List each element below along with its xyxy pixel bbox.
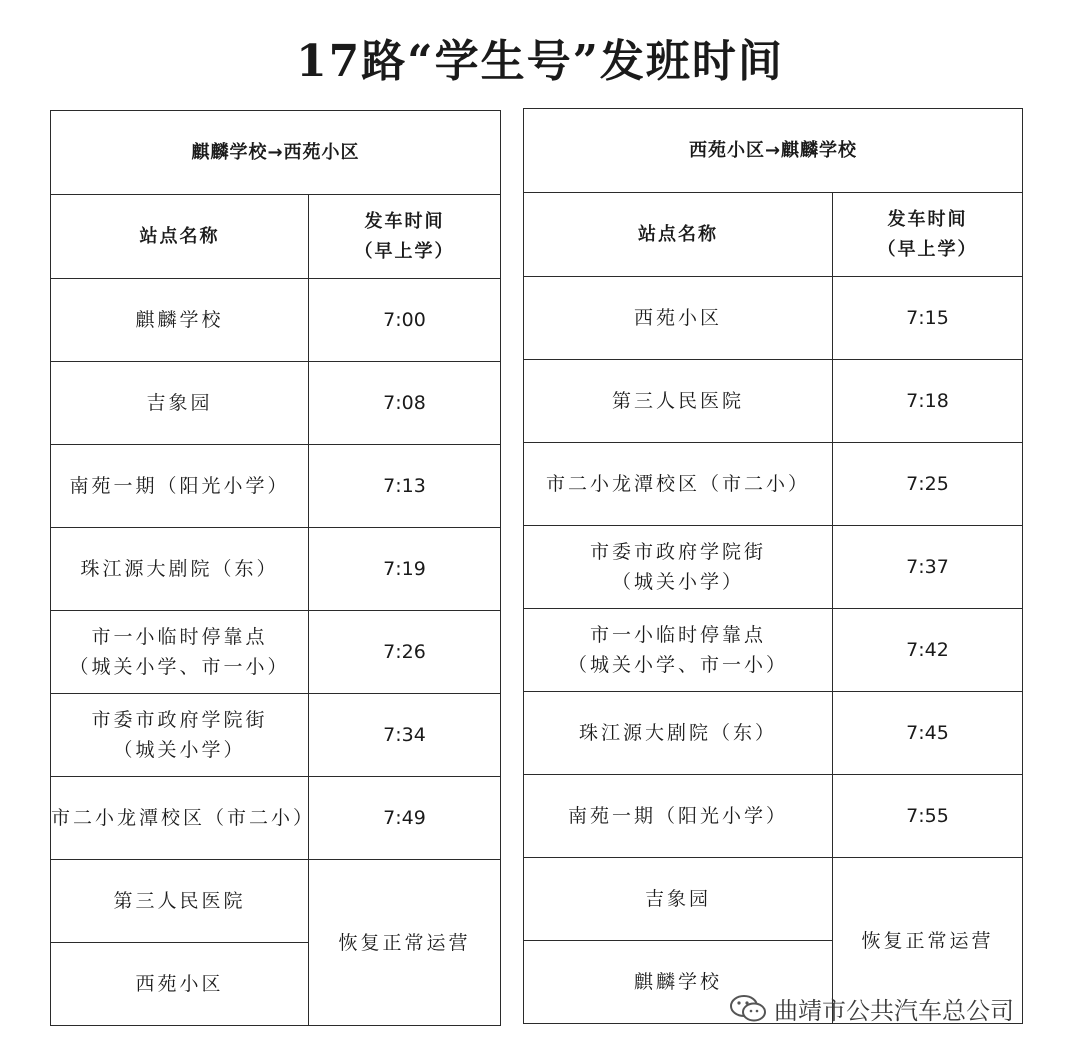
table-row <box>524 692 1023 775</box>
station-name <box>524 775 833 858</box>
resume-service-note: 恢复正常运营 <box>309 860 501 1026</box>
station-name <box>51 445 309 528</box>
station-name <box>51 362 309 445</box>
station-name <box>51 611 309 694</box>
table-row <box>51 445 501 528</box>
station-name: 第三人民医院 <box>51 860 309 943</box>
station-name <box>51 694 309 777</box>
table-row <box>51 279 501 362</box>
table-row <box>51 362 501 445</box>
table-row <box>524 277 1023 360</box>
departure-time: 7:45 <box>833 692 1023 775</box>
station-name-line: 市一小临时停靠点 <box>589 624 766 646</box>
watermark-text: 曲靖市公共汽车总公司 <box>774 996 1014 1025</box>
table-row <box>51 860 501 943</box>
station-name <box>524 526 833 609</box>
route-title: 麒麟学校→西苑小区 <box>51 111 501 195</box>
station-name: 麒麟学校 <box>524 941 833 1024</box>
station-name-line: （城关小学、市一小） <box>567 654 788 676</box>
route-header-row <box>524 109 1023 193</box>
table-row <box>51 694 501 777</box>
station-name-line: 市委市政府学院街 <box>91 709 268 731</box>
table-row <box>51 528 501 611</box>
departure-time: 7:19 <box>309 528 501 611</box>
station-name-line: 南苑一期（阳光小学） <box>69 475 290 497</box>
station-name <box>524 692 833 775</box>
station-name <box>51 777 316 860</box>
station-name-line: 珠江源大剧院（东） <box>578 722 777 744</box>
station-name: 吉象园 <box>524 858 833 941</box>
column-header-time <box>833 193 1023 277</box>
station-name-line: 市委市政府学院街 <box>589 541 766 563</box>
table-row <box>51 611 501 694</box>
column-header-row <box>51 195 501 279</box>
column-header-station: 站点名称 <box>524 193 833 277</box>
station-name-line: 市二小龙潭校区（市二小） <box>545 473 810 495</box>
route-title: 西苑小区→麒麟学校 <box>524 109 1023 193</box>
station-name <box>51 528 309 611</box>
station-name-line: 市一小临时停靠点 <box>91 626 268 648</box>
departure-time: 7:25 <box>833 443 1023 526</box>
station-name <box>524 277 833 360</box>
departure-time: 7:49 <box>309 777 501 860</box>
watermark <box>728 988 1058 1028</box>
station-name-line: 第三人民医院 <box>611 390 744 412</box>
station-name-line: 市二小龙潭校区（市二小） <box>51 807 316 829</box>
route-header-row <box>51 111 501 195</box>
table-row <box>524 858 1023 941</box>
schedule-table-left <box>50 110 501 1026</box>
departure-time: 7:13 <box>309 445 501 528</box>
table-row <box>524 526 1023 609</box>
column-header-time-line2: （早上学） <box>354 240 455 262</box>
station-name: 西苑小区 <box>51 943 309 1026</box>
departure-time: 7:34 <box>309 694 501 777</box>
column-header-station: 站点名称 <box>51 195 309 279</box>
table-row <box>524 609 1023 692</box>
station-name-line: 麒麟学校 <box>135 309 224 331</box>
table-row <box>524 360 1023 443</box>
station-name-line: 南苑一期（阳光小学） <box>567 805 788 827</box>
departure-time: 7:55 <box>833 775 1023 858</box>
column-header-time-line2: （早上学） <box>877 238 978 260</box>
departure-time: 7:26 <box>309 611 501 694</box>
departure-time: 7:18 <box>833 360 1023 443</box>
table-row <box>524 775 1023 858</box>
station-name <box>524 443 833 526</box>
station-name-line: 珠江源大剧院（东） <box>80 558 279 580</box>
departure-time: 7:00 <box>309 279 501 362</box>
column-header-time-line1: 发车时间 <box>364 210 445 232</box>
departure-time: 7:15 <box>833 277 1023 360</box>
departure-time: 7:42 <box>833 609 1023 692</box>
station-name-line: （城关小学） <box>113 739 246 761</box>
table-row <box>524 443 1023 526</box>
resume-service-note: 恢复正常运营 <box>833 858 1023 1024</box>
station-name <box>51 279 309 362</box>
station-name-line: 西苑小区 <box>633 307 722 329</box>
page-title: 17路“学生号”发班时间 <box>296 36 784 87</box>
station-name <box>524 609 833 692</box>
column-header-time-line1: 发车时间 <box>887 208 968 230</box>
station-name-line: （城关小学） <box>611 571 744 593</box>
station-name <box>524 360 833 443</box>
column-header-row <box>524 193 1023 277</box>
wechat-icon <box>728 992 768 1024</box>
column-header-time <box>309 195 501 279</box>
departure-time: 7:37 <box>833 526 1023 609</box>
schedule-table-right <box>523 108 1023 1024</box>
table-row <box>51 777 501 860</box>
station-name-line: （城关小学、市一小） <box>69 656 290 678</box>
station-name-line: 吉象园 <box>146 392 213 414</box>
departure-time: 7:08 <box>309 362 501 445</box>
